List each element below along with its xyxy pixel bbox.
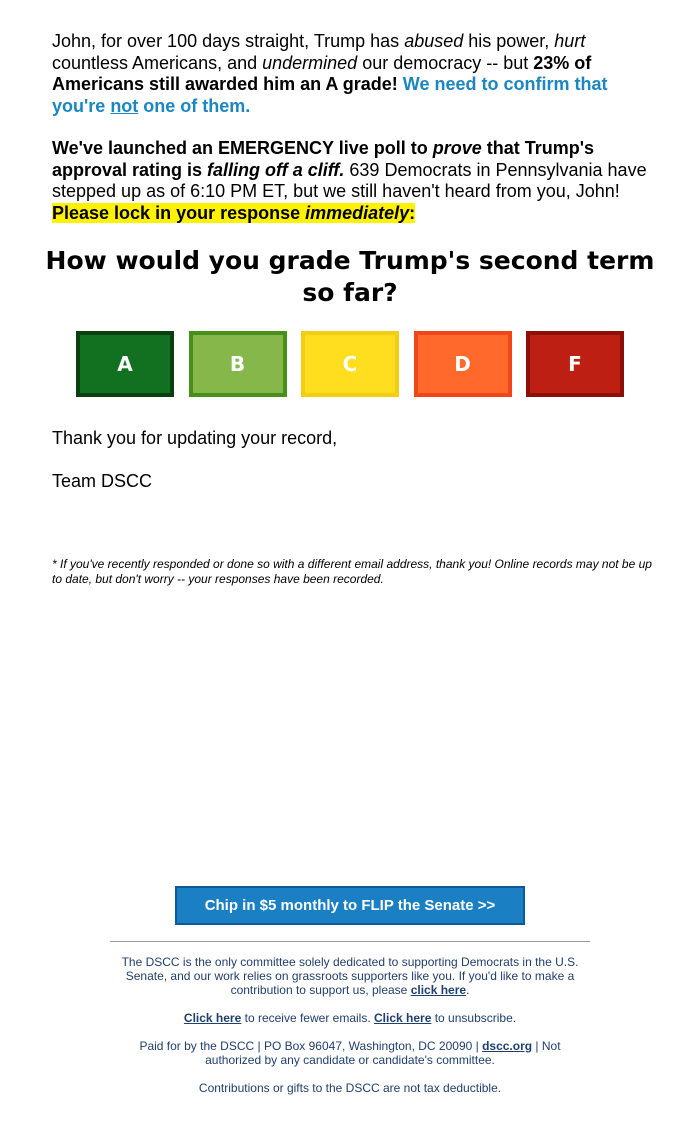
intro-text: John, for over 100 days straight, Trump has [52, 31, 405, 51]
footer-text: . [466, 983, 470, 997]
intro-emphasis: undermined [262, 52, 358, 73]
fewer-emails-link[interactable]: Click here [183, 1011, 242, 1025]
footer-tax-note: Contributions or gifts to the DSCC are not tax deductible. [198, 1081, 502, 1095]
footer-text: to receive fewer emails. [241, 1011, 374, 1025]
divider [110, 941, 590, 942]
poll-text: that Trump's approval rating is [52, 138, 595, 180]
highlight-text: : [409, 202, 416, 223]
grade-d-button[interactable]: D [414, 331, 512, 397]
unsubscribe-link[interactable]: Click here [374, 1011, 432, 1025]
donate-button[interactable]: Chip in $5 monthly to FLIP the Senate >> [175, 886, 525, 925]
intro-stat: 23% of Americans still awarded him an A grade! [52, 52, 592, 94]
callout-emphasis: not [110, 95, 139, 116]
highlight-emphasis: immediately [305, 202, 410, 223]
contribute-link[interactable]: click here [410, 983, 467, 997]
intro-emphasis: abused [404, 31, 464, 51]
callout-text: We need to confirm that you're [52, 74, 608, 116]
poll-question: How would you grade Trump's second term so far? [45, 246, 655, 307]
intro-text: his power, [463, 31, 555, 51]
intro-emphasis: hurt [554, 31, 586, 51]
intro-text: our democracy -- but [357, 52, 534, 73]
poll-emphasis: falling off a cliff. [207, 159, 345, 180]
poll-emphasis: prove [432, 138, 482, 158]
footer-email-prefs [110, 1011, 590, 1025]
footer-text: | Not authorized by any candidate or candidate's committee. [205, 1039, 561, 1067]
poll-text: 639 Democrats in Pennsylvania have stepped up as of 6:10 PM ET, but we still haven't heard from you, John! [52, 159, 647, 201]
footer-about [110, 955, 590, 997]
website-link[interactable]: dscc.org [482, 1039, 533, 1053]
footnote: * If you've recently responded or done so with a different email address, thank you! Online records may not be up to date, but don't worry -- your responses have been recorded. [52, 557, 652, 586]
highlight-callout [52, 203, 415, 223]
poll-text: We've launched an EMERGENCY live poll to [52, 138, 433, 158]
grade-c-button[interactable]: C [301, 331, 399, 397]
poll-paragraph [52, 138, 652, 224]
signature: Team DSCC [52, 471, 153, 491]
highlight-text: Please lock in your response [52, 202, 306, 223]
grade-a-button[interactable]: A [76, 331, 174, 397]
footer-text: to unsubscribe. [431, 1011, 517, 1025]
footer-disclaimer [110, 1039, 590, 1067]
footer-text: Paid for by the DSCC | PO Box 96047, Washington, DC 20090 | [139, 1039, 483, 1053]
grade-f-button[interactable]: F [526, 331, 624, 397]
grade-b-button[interactable]: B [189, 331, 287, 397]
callout-text: one of them. [138, 95, 251, 116]
footer-text: The DSCC is the only committee solely dedicated to supporting Democrats in the U.S. Senate, and our work relies on grassroots supporters like you. If you'd like to make a contribution to support us, please [121, 955, 579, 997]
grade-buttons [76, 331, 624, 397]
intro-paragraph [52, 31, 652, 117]
thank-you-text: Thank you for updating your record, [52, 428, 338, 448]
intro-text: countless Americans, and [52, 52, 263, 73]
